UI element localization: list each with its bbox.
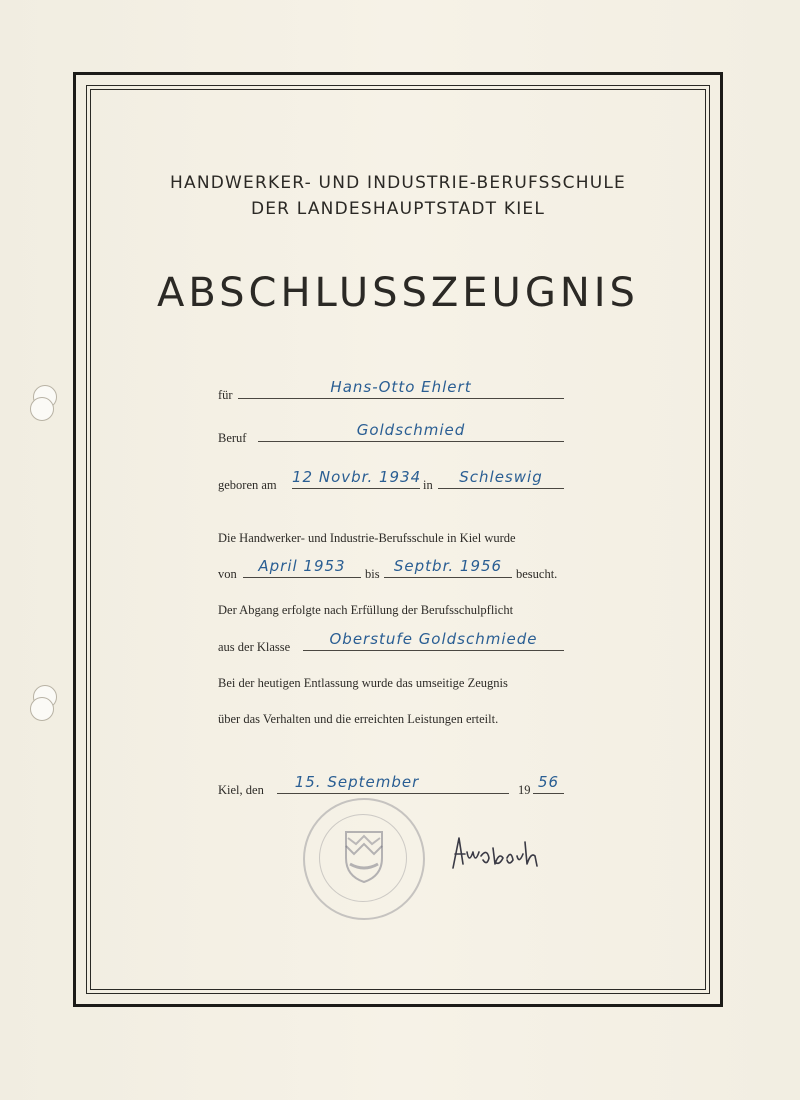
birth-place-line bbox=[438, 488, 564, 489]
name-line bbox=[238, 398, 564, 399]
place-label: Kiel, den bbox=[218, 783, 264, 797]
attendance-text: Die Handwerker- und Industrie-Berufsschule in Kiel wurde bbox=[218, 531, 516, 545]
von-value: April 1953 bbox=[258, 557, 346, 575]
von-label: von bbox=[218, 567, 237, 581]
birth-date-line bbox=[292, 488, 420, 489]
beruf-label: Beruf bbox=[218, 431, 247, 445]
besucht-label: besucht. bbox=[516, 567, 558, 581]
official-stamp bbox=[303, 798, 425, 920]
signature bbox=[447, 834, 542, 874]
date-line bbox=[277, 793, 509, 794]
klasse-line bbox=[303, 650, 564, 651]
punch-hole-bottom-2 bbox=[30, 697, 54, 721]
beruf-line bbox=[258, 441, 564, 442]
klasse-label: aus der Klasse bbox=[218, 640, 291, 654]
von-line bbox=[243, 577, 361, 578]
bis-label: bis bbox=[365, 567, 380, 581]
bis-value: Septbr. 1956 bbox=[393, 557, 503, 575]
school-name-line2: DER LANDESHAUPTSTADT KIEL bbox=[250, 199, 546, 219]
document-title: ABSCHLUSSZEUGNIS bbox=[157, 270, 639, 316]
year-line bbox=[533, 793, 564, 794]
klasse-value: Oberstufe Goldschmiede bbox=[329, 630, 538, 648]
date-value: 15. September bbox=[294, 773, 420, 791]
year-suffix: 56 bbox=[537, 773, 560, 791]
fuer-label: für bbox=[218, 388, 233, 402]
school-name-line1: HANDWERKER- UND INDUSTRIE-BERUFSSCHULE bbox=[170, 173, 626, 193]
birth-date-value: 12 Novbr. 1934 bbox=[292, 468, 422, 486]
entlassung-text-2: über das Verhalten und die erreichten Leistungen erteilt. bbox=[218, 712, 499, 726]
birth-place-value: Schleswig bbox=[459, 468, 543, 486]
geboren-label: geboren am bbox=[218, 478, 277, 492]
punch-hole-top-2 bbox=[30, 397, 54, 421]
student-name: Hans-Otto Ehlert bbox=[330, 378, 472, 396]
abgang-text: Der Abgang erfolgte nach Erfüllung der Berufsschulpflicht bbox=[218, 603, 514, 617]
year-prefix: 19 bbox=[518, 783, 531, 797]
profession-value: Goldschmied bbox=[356, 421, 466, 439]
bis-line bbox=[384, 577, 512, 578]
kiel-crest-icon bbox=[342, 828, 386, 884]
entlassung-text-1: Bei der heutigen Entlassung wurde das umseitige Zeugnis bbox=[218, 676, 508, 690]
in-label: in bbox=[423, 478, 433, 492]
